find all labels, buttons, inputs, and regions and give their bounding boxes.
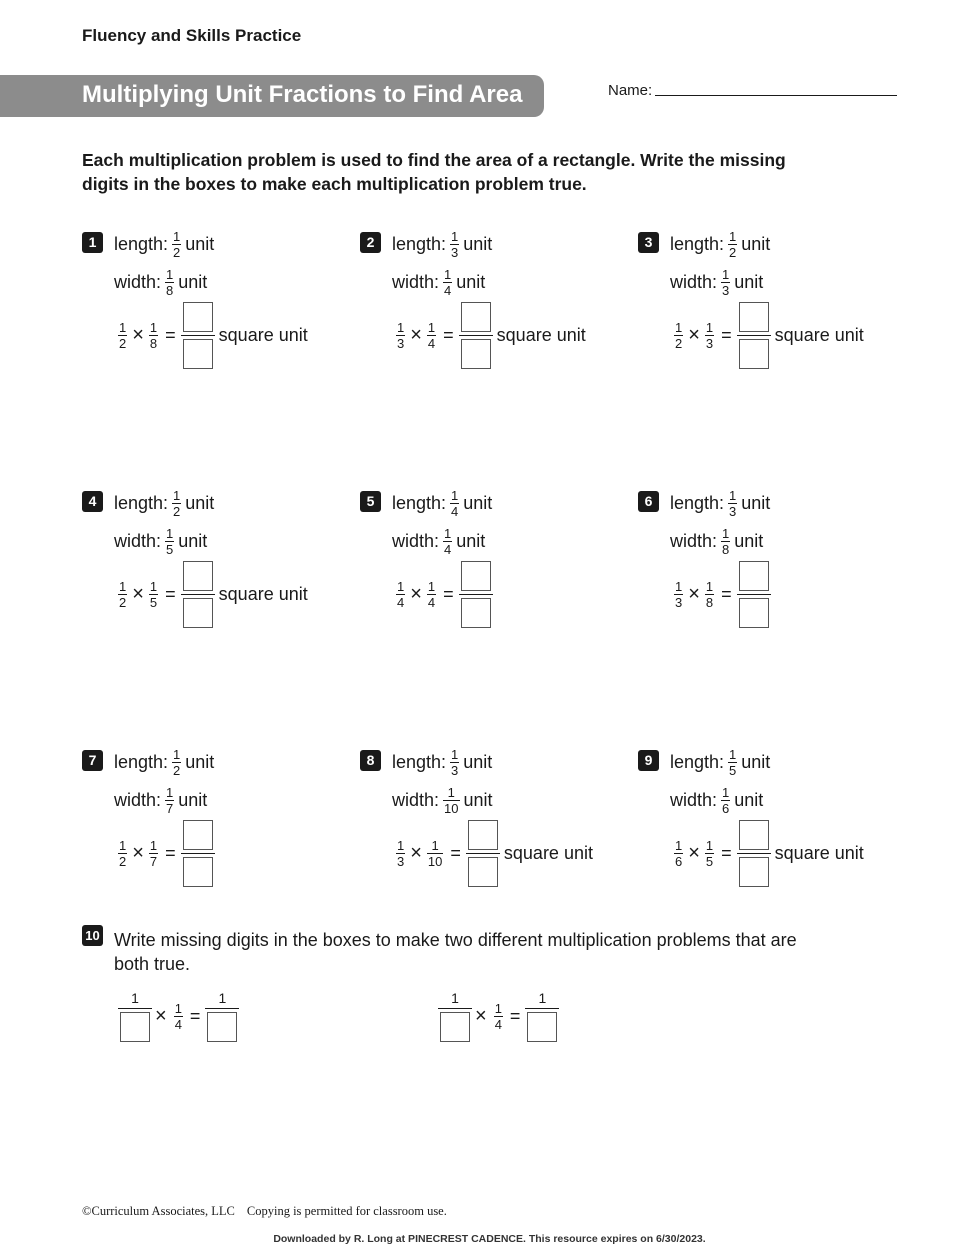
problem-10-badge: 10 [82, 925, 103, 946]
problem-6 [638, 489, 908, 639]
unit-label: unit [178, 531, 208, 551]
problem-9 [638, 748, 908, 898]
times-sign: × [688, 583, 700, 605]
equation [392, 302, 586, 369]
problem-number-badge: 2 [360, 232, 381, 253]
times-sign: × [688, 324, 700, 346]
page-title: Multiplying Unit Fractions to Find Area [82, 81, 523, 108]
unit-label: unit [734, 531, 764, 551]
length-label: length: [114, 234, 169, 254]
square-unit-label: square unit [774, 843, 864, 863]
width-fraction: $\frac{1}{3}$ [722, 267, 730, 298]
factor-fraction: $\frac{1}{3}$ [705, 320, 714, 351]
answer-numerator-box[interactable] [461, 561, 491, 591]
width-fraction: $\frac{1}{10}$ [444, 785, 459, 816]
answer-numerator-box[interactable] [739, 561, 769, 591]
problem-number-badge: 4 [82, 491, 103, 512]
length-label: length: [114, 752, 169, 772]
length-fraction: $\frac{1}{5}$ [729, 747, 737, 778]
answer-fraction-6 [737, 561, 771, 628]
answer-numerator-box[interactable] [183, 302, 213, 332]
unit-label: unit [178, 272, 208, 292]
factor-fraction: $\frac{1}{4}$ [427, 579, 436, 610]
unit-label: unit [741, 234, 771, 254]
answer-numerator-box[interactable] [183, 561, 213, 591]
equals-sign: = [165, 325, 176, 345]
factor-fraction: $\frac{1}{2}$ [119, 579, 127, 610]
product-denominator-box[interactable] [527, 1012, 557, 1042]
width-line [670, 786, 763, 815]
answer-numerator-box[interactable] [461, 302, 491, 332]
factor-fraction: $\frac{1}{3}$ [397, 320, 405, 351]
problem-1 [82, 230, 352, 380]
unit-label: unit [734, 790, 764, 810]
times-sign: × [475, 1004, 487, 1027]
length-fraction: $\frac{1}{3}$ [451, 229, 459, 260]
factor-fraction: $\frac{1}{8}$ [149, 320, 158, 351]
length-line [114, 230, 214, 259]
answer-fraction-1 [181, 302, 215, 369]
copyright-text: ©Curriculum Associates, LLC [82, 1204, 235, 1218]
equation [114, 302, 308, 369]
equals-sign: = [509, 1005, 521, 1026]
width-line [392, 268, 485, 297]
problem-8 [360, 748, 630, 898]
factor-fraction: $\frac{1}{5}$ [705, 838, 714, 869]
times-sign: × [410, 324, 422, 346]
name-field[interactable] [655, 95, 897, 96]
page-kicker: Fluency and Skills Practice [82, 26, 302, 45]
answer-numerator-box[interactable] [739, 820, 769, 850]
unit-label: unit [734, 272, 764, 292]
length-line [392, 748, 492, 777]
width-line [114, 786, 207, 815]
equals-sign: = [165, 584, 176, 604]
answer-denominator-box[interactable] [739, 339, 769, 369]
unit-label: unit [463, 234, 493, 254]
length-line [670, 230, 770, 259]
width-label: width: [114, 272, 162, 292]
length-line [392, 489, 492, 518]
width-line [670, 527, 763, 556]
equals-sign: = [443, 584, 454, 604]
width-fraction: $\frac{1}{7}$ [166, 785, 174, 816]
problem-7 [82, 748, 352, 898]
answer-fraction-2 [459, 302, 493, 369]
denominator-box[interactable] [440, 1012, 470, 1042]
factor-fraction: $\frac{1}{8}$ [705, 579, 714, 610]
square-unit-label: square unit [218, 325, 308, 345]
factor-fraction: $\frac{1}{3}$ [675, 579, 683, 610]
answer-numerator-box[interactable] [468, 820, 498, 850]
width-label: width: [392, 531, 440, 551]
length-fraction: $\frac{1}{2}$ [173, 488, 181, 519]
length-label: length: [670, 752, 725, 772]
unit-label: unit [185, 752, 215, 772]
length-fraction: $\frac{1}{2}$ [173, 229, 181, 260]
equation [114, 561, 308, 628]
unknown-denominator-fraction: 1 [118, 990, 152, 1042]
unit-label: unit [741, 493, 771, 513]
answer-denominator-box[interactable] [739, 598, 769, 628]
width-label: width: [392, 272, 440, 292]
factor-fraction: $\frac{1}{6}$ [675, 838, 683, 869]
length-label: length: [392, 234, 447, 254]
download-notice: Downloaded by R. Long at PINECREST CADENCE. This resource expires on 6/30/2023. [273, 1233, 706, 1245]
times-sign: × [132, 842, 144, 864]
factor-fraction: $\frac{1}{2}$ [119, 838, 127, 869]
unit-label: unit [185, 234, 215, 254]
length-label: length: [392, 752, 447, 772]
problem-4 [82, 489, 352, 639]
length-line [114, 489, 214, 518]
answer-denominator-box[interactable] [183, 857, 213, 887]
answer-fraction-7 [181, 820, 215, 887]
width-label: width: [670, 790, 718, 810]
width-line [392, 786, 493, 815]
known-fraction: $\frac{1}{4}$ [494, 1000, 502, 1032]
square-unit-label: square unit [774, 325, 864, 345]
name-label: Name: [608, 82, 653, 99]
equals-sign: = [165, 843, 176, 863]
width-label: width: [670, 272, 718, 292]
length-fraction: $\frac{1}{2}$ [173, 747, 181, 778]
product-fraction: 1 [205, 990, 239, 1042]
width-line [670, 268, 763, 297]
unit-label: unit [185, 493, 215, 513]
known-fraction: $\frac{1}{4}$ [174, 1000, 182, 1032]
factor-fraction: $\frac{1}{3}$ [397, 838, 405, 869]
square-unit-label: square unit [496, 325, 586, 345]
factor-fraction: $\frac{1}{10}$ [427, 838, 443, 869]
square-unit-label: square unit [503, 843, 593, 863]
unit-label: unit [178, 790, 208, 810]
product-denominator-box[interactable] [207, 1012, 237, 1042]
length-fraction: $\frac{1}{3}$ [729, 488, 737, 519]
width-label: width: [114, 790, 162, 810]
title-banner [0, 75, 544, 117]
equals-sign: = [721, 325, 732, 345]
width-label: width: [114, 531, 162, 551]
times-sign: × [410, 583, 422, 605]
factor-fraction: $\frac{1}{2}$ [119, 320, 127, 351]
factor-fraction: $\frac{1}{7}$ [149, 838, 158, 869]
answer-denominator-box[interactable] [461, 339, 491, 369]
problem-number-badge: 8 [360, 750, 381, 771]
copyright-footer [82, 1204, 447, 1219]
width-fraction: $\frac{1}{8}$ [166, 267, 174, 298]
length-line [670, 748, 770, 777]
times-sign: × [688, 842, 700, 864]
times-sign: × [132, 583, 144, 605]
problem-10-equation-1 [118, 990, 239, 1042]
equation [392, 561, 497, 628]
length-line [392, 230, 492, 259]
length-line [670, 489, 770, 518]
equals-sign: = [189, 1005, 201, 1026]
equation [392, 820, 593, 887]
factor-fraction: $\frac{1}{4}$ [427, 320, 436, 351]
unit-label: unit [463, 493, 493, 513]
unit-label: unit [463, 790, 493, 810]
problem-number-badge: 9 [638, 750, 659, 771]
problem-3 [638, 230, 908, 380]
unit-label: unit [456, 272, 486, 292]
equation [670, 561, 775, 628]
problem-10-text: Write missing digits in the boxes to make two different multiplication problems that are both true. [114, 930, 797, 974]
answer-fraction-3 [737, 302, 771, 369]
problem-5 [360, 489, 630, 639]
product-fraction: 1 [525, 990, 559, 1042]
width-fraction: $\frac{1}{4}$ [444, 526, 452, 557]
equation [114, 820, 219, 887]
width-line [392, 527, 485, 556]
answer-fraction-9 [737, 820, 771, 887]
length-label: length: [670, 493, 725, 513]
length-label: length: [114, 493, 169, 513]
width-fraction: $\frac{1}{5}$ [166, 526, 174, 557]
square-unit-label: square unit [218, 584, 308, 604]
times-sign: × [410, 842, 422, 864]
width-line [114, 268, 207, 297]
unit-label: unit [456, 531, 486, 551]
times-sign: × [155, 1004, 167, 1027]
equation [670, 302, 864, 369]
width-line [114, 527, 207, 556]
answer-fraction-8 [466, 820, 500, 887]
instructions: Each multiplication problem is used to find the area of a rectangle. Write the missing digits in the boxes to make each multiplication problem true. [82, 150, 786, 194]
answer-numerator-box[interactable] [183, 820, 213, 850]
times-sign: × [132, 324, 144, 346]
unknown-denominator-fraction: 1 [438, 990, 472, 1042]
equals-sign: = [721, 584, 732, 604]
problem-number-badge: 3 [638, 232, 659, 253]
answer-denominator-box[interactable] [461, 598, 491, 628]
answer-denominator-box[interactable] [739, 857, 769, 887]
equation [670, 820, 864, 887]
width-fraction: $\frac{1}{4}$ [444, 267, 452, 298]
problem-number-badge: 5 [360, 491, 381, 512]
answer-denominator-box[interactable] [183, 598, 213, 628]
factor-fraction: $\frac{1}{5}$ [149, 579, 158, 610]
width-fraction: $\frac{1}{6}$ [722, 785, 730, 816]
permission-text: Copying is permitted for classroom use. [246, 1204, 447, 1218]
length-fraction: $\frac{1}{2}$ [729, 229, 737, 260]
length-fraction: $\frac{1}{4}$ [451, 488, 459, 519]
equals-sign: = [450, 843, 461, 863]
equals-sign: = [721, 843, 732, 863]
answer-denominator-box[interactable] [468, 857, 498, 887]
answer-fraction-5 [459, 561, 493, 628]
length-label: length: [392, 493, 447, 513]
unit-label: unit [463, 752, 493, 772]
length-label: length: [670, 234, 725, 254]
problem-number-badge: 7 [82, 750, 103, 771]
problem-number-badge: 6 [638, 491, 659, 512]
width-label: width: [392, 790, 440, 810]
problem-number-badge: 1 [82, 232, 103, 253]
answer-fraction-4 [181, 561, 215, 628]
equals-sign: = [443, 325, 454, 345]
width-label: width: [670, 531, 718, 551]
unit-label: unit [741, 752, 771, 772]
width-fraction: $\frac{1}{8}$ [722, 526, 730, 557]
denominator-box[interactable] [120, 1012, 150, 1042]
answer-denominator-box[interactable] [183, 339, 213, 369]
length-line [114, 748, 214, 777]
length-fraction: $\frac{1}{3}$ [451, 747, 459, 778]
factor-fraction: $\frac{1}{2}$ [675, 320, 683, 351]
factor-fraction: $\frac{1}{4}$ [397, 579, 405, 610]
problem-10-equation-2 [438, 990, 559, 1042]
answer-numerator-box[interactable] [739, 302, 769, 332]
problem-2 [360, 230, 630, 380]
